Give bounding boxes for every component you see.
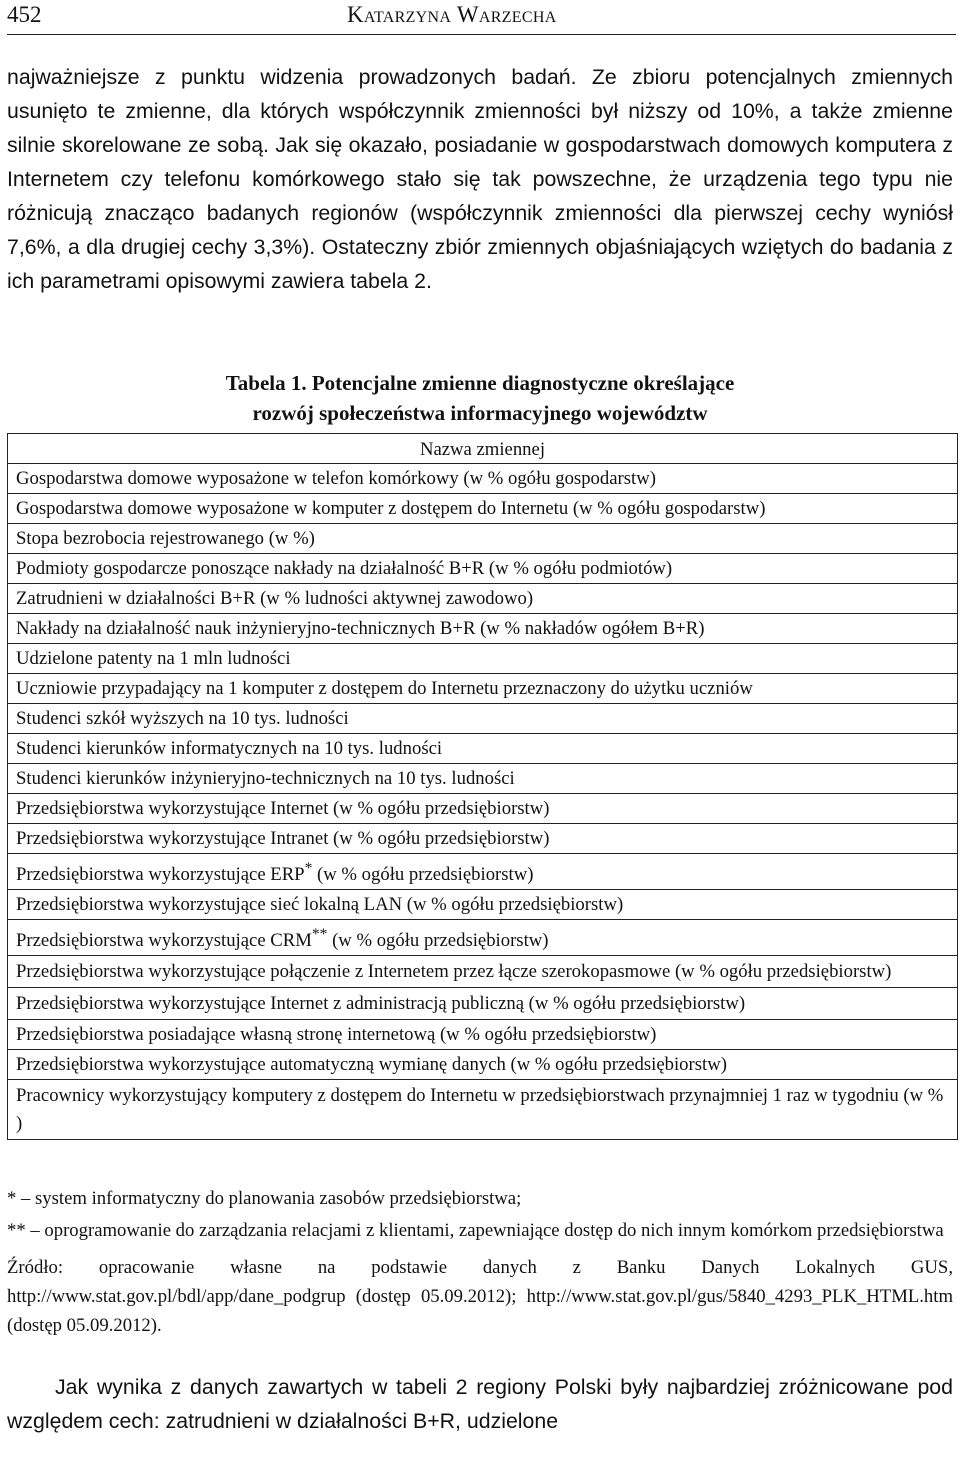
variable-name-cell (8, 988, 958, 1020)
variable-name: Podmioty gospodarcze ponoszące nakłady na działalność B+R (w % ogółu podmiotów) (16, 558, 673, 579)
variable-name-cell (8, 584, 958, 614)
footnote-crm: ** – oprogramowanie do zarządzania relacjami z klientami, zapewniające dostęp do nich innym komórkom przedsiębiorstwa (7, 1220, 944, 1241)
table-caption-line1: Tabela 1. Potencjalne zmienne diagnostyczne określające (225, 371, 735, 395)
variable-name: Przedsiębiorstwa wykorzystujące Internet (w % ogółu przedsiębiorstw) (16, 798, 550, 819)
page-header (7, 0, 956, 36)
variable-name: Przedsiębiorstwa wykorzystujące sieć lokalną LAN (w % ogółu przedsiębiorstw) (16, 894, 624, 916)
variables-table (7, 433, 958, 1140)
variable-name: Przedsiębiorstwa wykorzystujące Intranet (w % ogółu przedsiębiorstw) (16, 828, 550, 849)
table-row (8, 890, 958, 920)
variable-name: Gospodarstwa domowe wyposażone w telefon komórkowy (w % ogółu gospodarstw) (16, 468, 656, 489)
table-row (8, 494, 958, 524)
variable-name-cell (8, 524, 958, 554)
intro-paragraph: najważniejsze z punktu widzenia prowadzonych badań. Ze zbioru potencjalnych zmiennych usunięto te zmienne, dla których współczynnik zmienności był niższy od 10%, a także zmienne silnie skorelowane ze sobą. Jak się okazało, posiadanie w gospodarstwach domowych komputera z Internetem czy telefonu komórkowego stało się tak powszechne, że urządzenia tego typu nie różnicują znacząco badanych regionów (współczynnik zmienności dla pierwszej cechy wyniósł 7,6%, a dla drugiej cechy 3,3%). Ostateczny zbiór zmiennych objaśniających wziętych do badania z ich parametrami opisowymi zawiera tabela 2. (7, 65, 953, 293)
header-rule (7, 34, 956, 35)
table-row (8, 674, 958, 704)
table-header-row (8, 434, 958, 464)
table-row (8, 988, 958, 1020)
variable-name-cell (8, 494, 958, 524)
variable-name-cell (8, 554, 958, 584)
variable-name-cell (8, 1080, 958, 1140)
variable-name-cell (8, 464, 958, 494)
table-row (8, 704, 958, 734)
variable-name-cell (8, 794, 958, 824)
column-header: Nazwa zmiennej (8, 434, 958, 464)
variable-name-cell (8, 734, 958, 764)
table-row (8, 524, 958, 554)
table-row (8, 764, 958, 794)
variable-name: Gospodarstwa domowe wyposażone w komputer z dostępem do Internetu (w % ogółu gospodarstw) (16, 498, 766, 519)
footnote-erp: * – system informatyczny do planowania zasobów przedsiębiorstwa; (7, 1188, 522, 1209)
table-notes (7, 1185, 953, 1340)
source-note: Źródło: opracowanie własne na podstawie danych z Banku Danych Lokalnych GUS, http://www.stat.gov.pl/bdl/app/dane_podgrup (dostęp 05.09.2012); http://www.stat.gov.pl/gus/5840_4293_PLK_HTML.htm (dostęp 05.09.2012). (7, 1257, 953, 1336)
table-row (8, 1080, 958, 1140)
variable-name: Przedsiębiorstwa wykorzystujące CRM (16, 930, 312, 952)
table-row (8, 1050, 958, 1080)
table-row (8, 824, 958, 854)
variable-name: Przedsiębiorstwa posiadające własną stronę internetową (w % ogółu przedsiębiorstw) (16, 1024, 657, 1046)
table-caption-line2: rozwój społeczeństwa informacyjnego województw (252, 401, 708, 425)
variable-name-tail: (w % ogółu przedsiębiorstw) (327, 930, 549, 952)
footnote-marker: * (304, 860, 313, 877)
variable-name-cell (8, 1020, 958, 1050)
table-row (8, 644, 958, 674)
table-row (8, 554, 958, 584)
variable-name-cell (8, 824, 958, 854)
table-row (8, 734, 958, 764)
variable-name: Uczniowie przypadający na 1 komputer z dostępem do Internetu przeznaczony do użytku uczniów (16, 678, 753, 699)
variable-name: Stopa bezrobocia rejestrowanego (w %) (16, 528, 315, 549)
variable-name: Studenci kierunków informatycznych na 10 tys. ludności (16, 738, 443, 759)
variable-name: Udzielone patenty na 1 mln ludności (16, 648, 291, 669)
variable-name-cell (8, 764, 958, 794)
table-row (8, 920, 958, 956)
table-row (8, 1020, 958, 1050)
variable-name-cell (8, 1050, 958, 1080)
variable-name-cell (8, 956, 958, 988)
variable-name-cell (8, 644, 958, 674)
variable-name: Zatrudnieni w działalności B+R (w % ludności aktywnej zawodowo) (16, 588, 534, 609)
variable-name: Studenci kierunków inżynieryjno-technicznych na 10 tys. ludności (16, 768, 515, 789)
variable-name: Przedsiębiorstwa wykorzystujące połączenie z Internetem przez łącze szerokopasmowe (w % ogółu przedsiębiorstw) (16, 961, 892, 983)
footnote-marker: ** (311, 926, 328, 944)
table-body (8, 464, 958, 1140)
variable-name: Przedsiębiorstwa wykorzystujące Internet z administracją publiczną (w % ogółu przedsiębiorstw) (16, 993, 746, 1015)
variable-name-cell (8, 854, 958, 890)
variable-name-cell (8, 614, 958, 644)
table-row (8, 854, 958, 890)
table-row (8, 614, 958, 644)
variable-name: Nakłady na działalność nauk inżynieryjno-technicznych B+R (w % nakładów ogółem B+R) (16, 618, 705, 639)
page-number: 452 (7, 2, 42, 27)
variable-name-cell (8, 890, 958, 920)
variable-name: Studenci szkół wyższych na 10 tys. ludności (16, 708, 349, 729)
table-row (8, 956, 958, 988)
variable-name: Przedsiębiorstwa wykorzystujące ERP (16, 864, 305, 886)
variable-name: Przedsiębiorstwa wykorzystujące automatyczną wymianę danych (w % ogółu przedsiębiorstw) (16, 1054, 727, 1076)
variable-name-cell (8, 920, 958, 956)
table-row (8, 584, 958, 614)
table-row (8, 794, 958, 824)
table-row (8, 464, 958, 494)
variable-name-tail: (w % ogółu przedsiębiorstw) (312, 864, 534, 886)
variable-name: Pracownicy wykorzystujący komputery z dostępem do Internetu w przedsiębiorstwach przynajmniej 1 raz w tygodniu (w % ) (16, 1085, 944, 1135)
variable-name-cell (8, 704, 958, 734)
running-head: Katarzyna Warzecha (347, 2, 557, 27)
variable-name-cell (8, 674, 958, 704)
closing-paragraph: Jak wynika z danych zawartych w tabeli 2 regiony Polski były najbardziej zróżnicowane pod względem cech: zatrudnieni w działalności B+R, udzielone (7, 1375, 953, 1433)
